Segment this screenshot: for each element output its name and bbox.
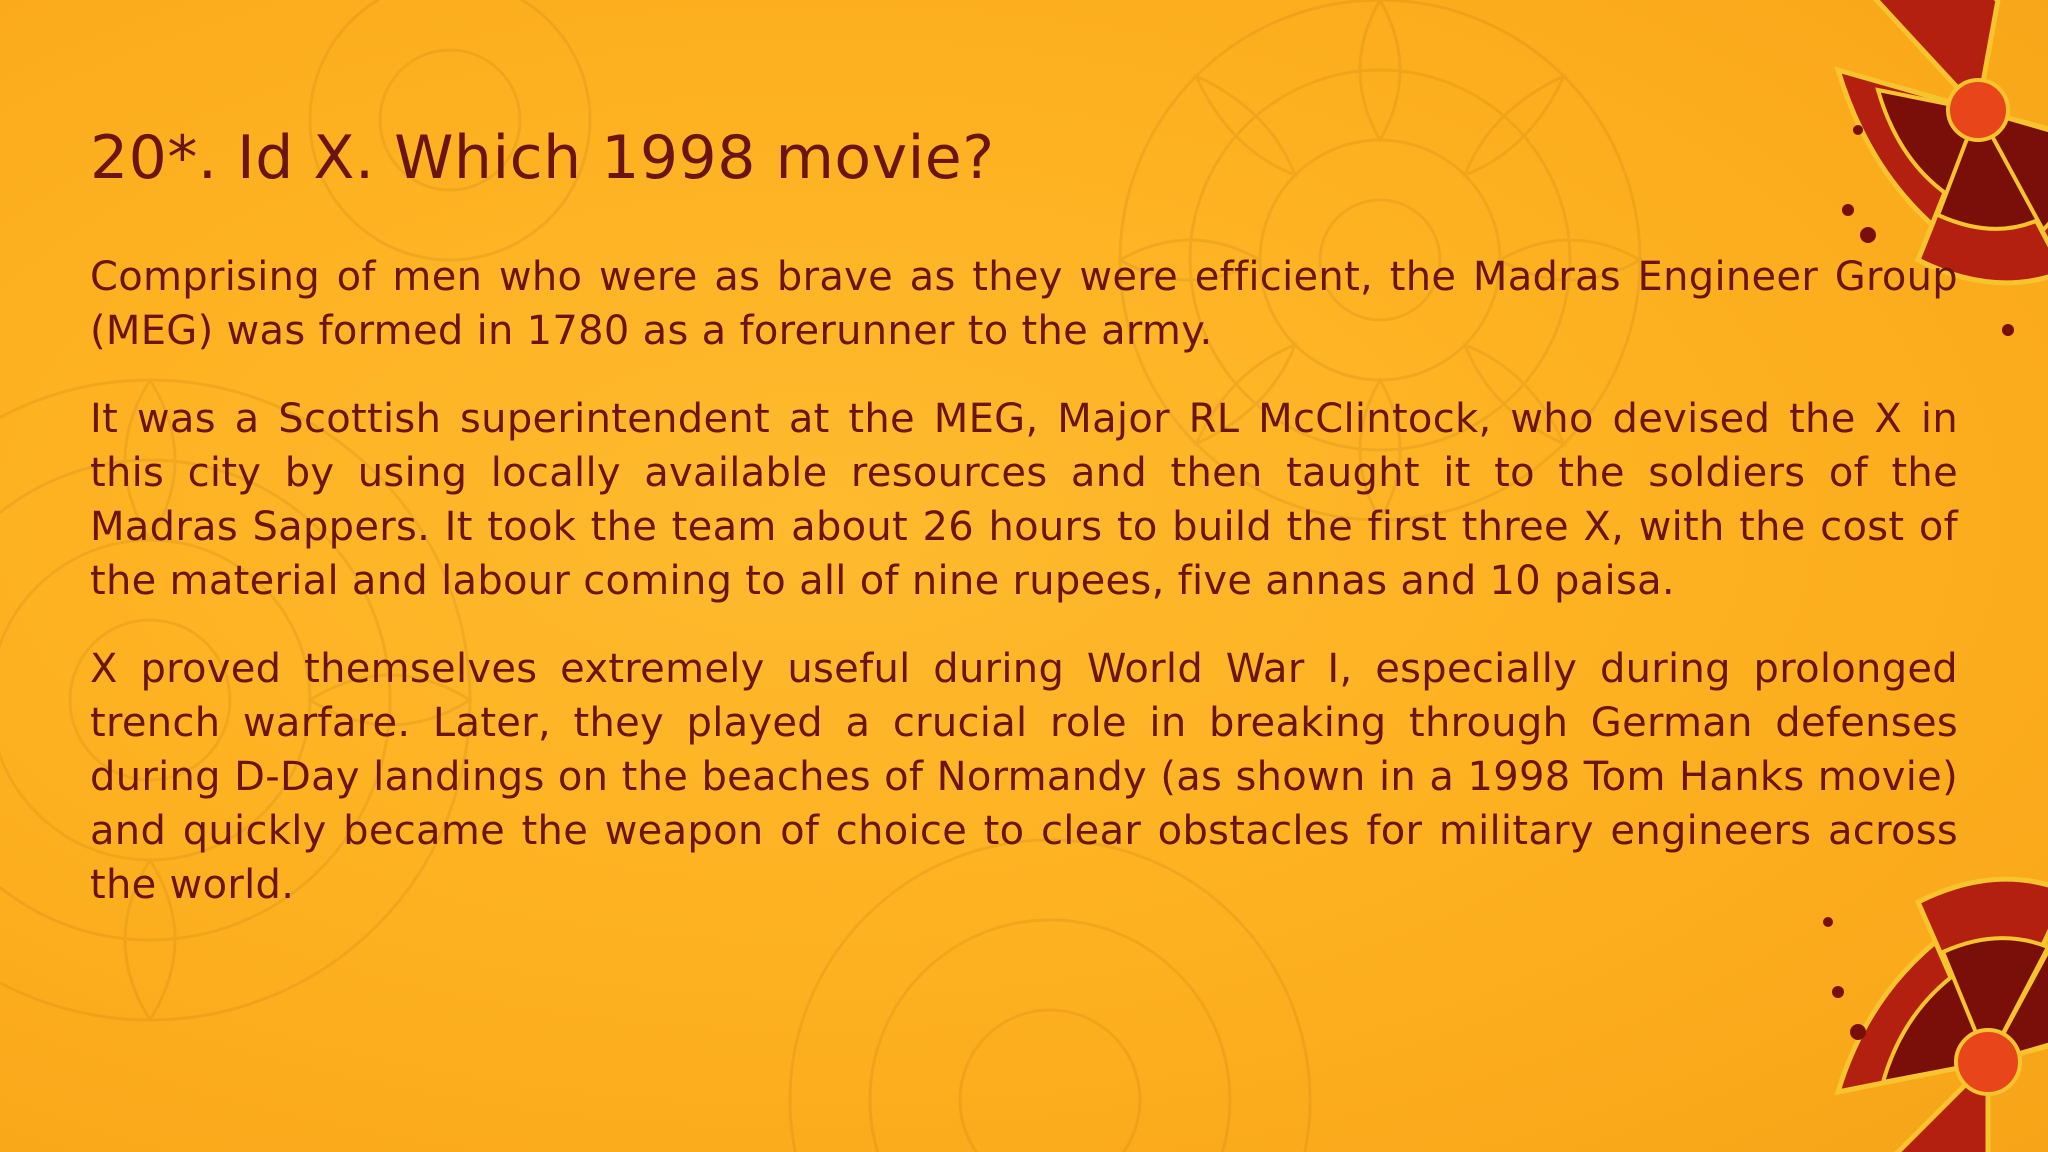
slide-title: 20*. Id X. Which 1998 movie? <box>90 123 995 193</box>
paragraph-2: It was a Scottish superintendent at the MEG, Major RL McClintock, who devised the X in this city by using locally available resources and then taught it to the soldiers of the Madras Sappers. It took the team about 26 hours to build the first three X, with the cost of the material and labour coming to all of nine rupees, five annas and 10 paisa. <box>90 396 1958 604</box>
paragraph-3: X proved themselves extremely useful during World War I, especially during prolonged trench warfare. Later, they played a crucial role in breaking through German defenses during D-Day landings on the beaches of Normandy (as shown in a 1998 Tom Hanks movie) and quickly became the weapon of choice to clear obstacles for military engineers across the world. <box>90 646 1958 908</box>
paragraph-1: Comprising of men who were as brave as they were efficient, the Madras Engineer Group (MEG) was formed in 1780 as a forerunner to the army. <box>90 254 1958 354</box>
slide-content <box>90 118 1958 946</box>
